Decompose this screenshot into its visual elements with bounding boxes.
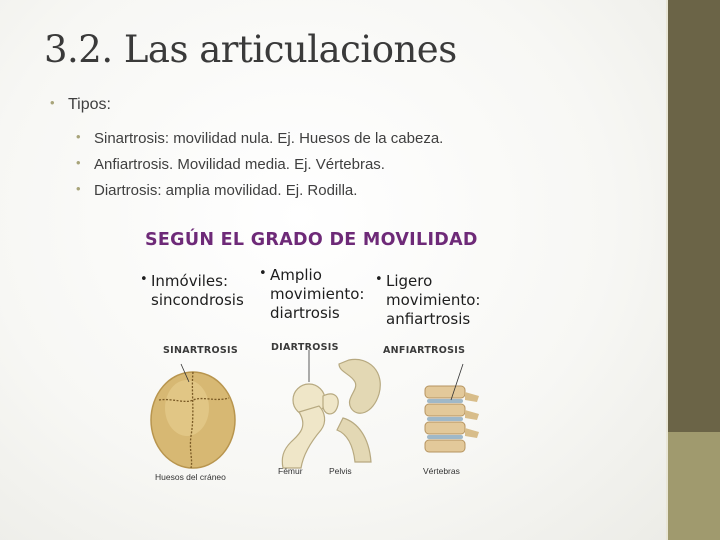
slide-title: 3.2. Las articulaciones	[44, 28, 457, 71]
column-line: movimiento:	[270, 285, 365, 303]
caption-pelvis: Pelvis	[329, 466, 352, 476]
vertebrae-icon	[425, 364, 479, 452]
bullet-sub-item	[76, 156, 443, 173]
sidebar-decoration-light	[666, 432, 720, 540]
caption-femur: Fémur	[278, 466, 303, 476]
sidebar-divider	[666, 0, 668, 540]
column-line: Ligero	[386, 272, 433, 290]
bullet-dot-icon: •	[76, 181, 81, 196]
joint-types-figure	[133, 222, 501, 490]
bullet-sub-item	[76, 182, 443, 199]
bullet-sub-text: Diartrosis: amplia movilidad. Ej. Rodilla.	[94, 182, 358, 199]
column-line: Amplio	[270, 266, 322, 284]
skull-icon	[151, 364, 235, 468]
label-sinartrosis: SINARTROSIS	[163, 345, 238, 356]
caption-huesos-craneo: Huesos del cráneo	[155, 472, 226, 482]
hip-joint-icon	[282, 350, 380, 468]
bullet-sub-text: Anfiartrosis. Movilidad media. Ej. Vértebras.	[94, 156, 385, 173]
column-line: diartrosis	[270, 304, 340, 322]
bullet-dot-icon: •	[76, 129, 81, 144]
bullet-dot-icon: •	[375, 272, 383, 287]
bullet-dot-icon: •	[140, 272, 148, 287]
bullet-sub-item	[76, 130, 443, 147]
bullet-dot-icon: •	[76, 155, 81, 170]
bullet-main-text: Tipos:	[68, 96, 111, 113]
column-line: movimiento:	[386, 291, 481, 309]
caption-vertebras: Vértebras	[423, 466, 460, 476]
bullet-dot-icon: •	[50, 95, 55, 110]
label-anfiartrosis: ANFIARTROSIS	[383, 345, 466, 356]
column-line: Inmóviles:	[151, 272, 229, 290]
label-diartrosis: DIARTROSIS	[271, 342, 339, 353]
sidebar-decoration-dark	[666, 0, 720, 432]
figure-heading: SEGÚN EL GRADO DE MOVILIDAD	[145, 230, 478, 250]
bullet-list	[50, 96, 443, 208]
bullet-main	[50, 96, 443, 114]
column-line: anfiartrosis	[386, 310, 471, 328]
bones-illustration	[133, 222, 501, 490]
bullet-dot-icon: •	[259, 266, 267, 281]
bullet-sub-text: Sinartrosis: movilidad nula. Ej. Huesos de la cabeza.	[94, 130, 444, 147]
column-line: sincondrosis	[151, 291, 244, 309]
